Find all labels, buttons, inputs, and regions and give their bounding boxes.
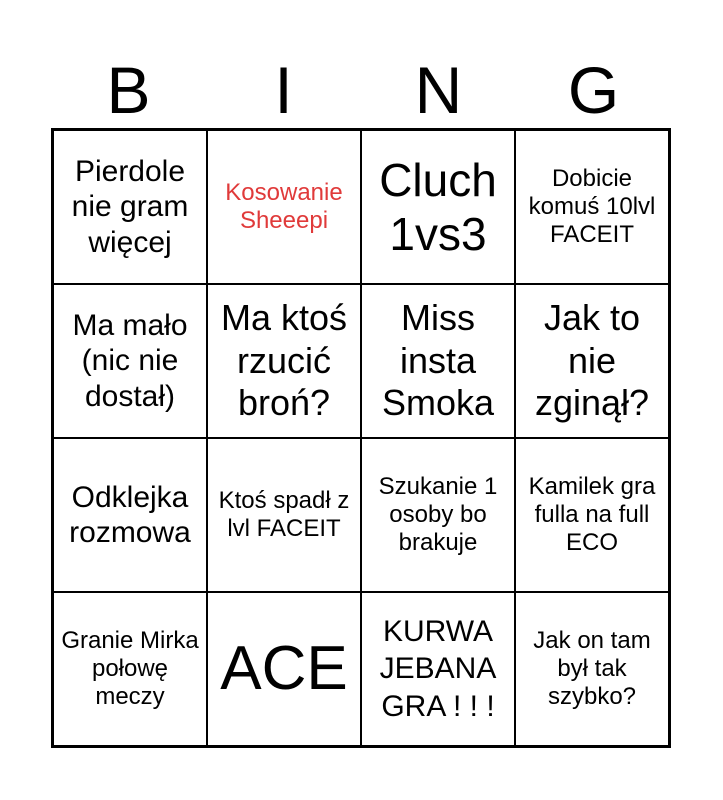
bingo-cell-2[interactable]: Kosowanie Sheeepi xyxy=(207,130,361,284)
bingo-grid xyxy=(51,128,671,748)
bingo-header xyxy=(51,52,671,128)
bingo-cell-8[interactable]: Jak to nie zginął? xyxy=(515,284,669,438)
header-letter-i: I xyxy=(274,53,293,127)
header-letter-b: B xyxy=(106,53,151,127)
bingo-cell-10[interactable]: Ktoś spadł z lvl FACEIT xyxy=(207,438,361,592)
bingo-cell-16[interactable]: Jak on tam był tak szybko? xyxy=(515,592,669,746)
bingo-cell-7[interactable]: Miss insta Smoka xyxy=(361,284,515,438)
bingo-cell-12[interactable]: Kamilek gra fulla na full ECO xyxy=(515,438,669,592)
bingo-cell-15[interactable]: KURWA JEBANA GRA ! ! ! xyxy=(361,592,515,746)
bingo-cell-4[interactable]: Dobicie komuś 10lvl FACEIT xyxy=(515,130,669,284)
bingo-cell-6[interactable]: Ma ktoś rzucić broń? xyxy=(207,284,361,438)
bingo-cell-11[interactable]: Szukanie 1 osoby bo brakuje xyxy=(361,438,515,592)
bingo-cell-5[interactable]: Ma mało (nic nie dostał) xyxy=(53,284,207,438)
bingo-cell-3[interactable]: Cluch 1vs3 xyxy=(361,130,515,284)
bingo-cell-14[interactable]: ACE xyxy=(207,592,361,746)
header-letter-n: N xyxy=(414,53,463,127)
header-letter-g: G xyxy=(567,53,620,127)
bingo-cell-1[interactable]: Pierdole nie gram więcej xyxy=(53,130,207,284)
bingo-cell-9[interactable]: Odklejka rozmowa xyxy=(53,438,207,592)
bingo-cell-13[interactable]: Granie Mirka połowę meczy xyxy=(53,592,207,746)
